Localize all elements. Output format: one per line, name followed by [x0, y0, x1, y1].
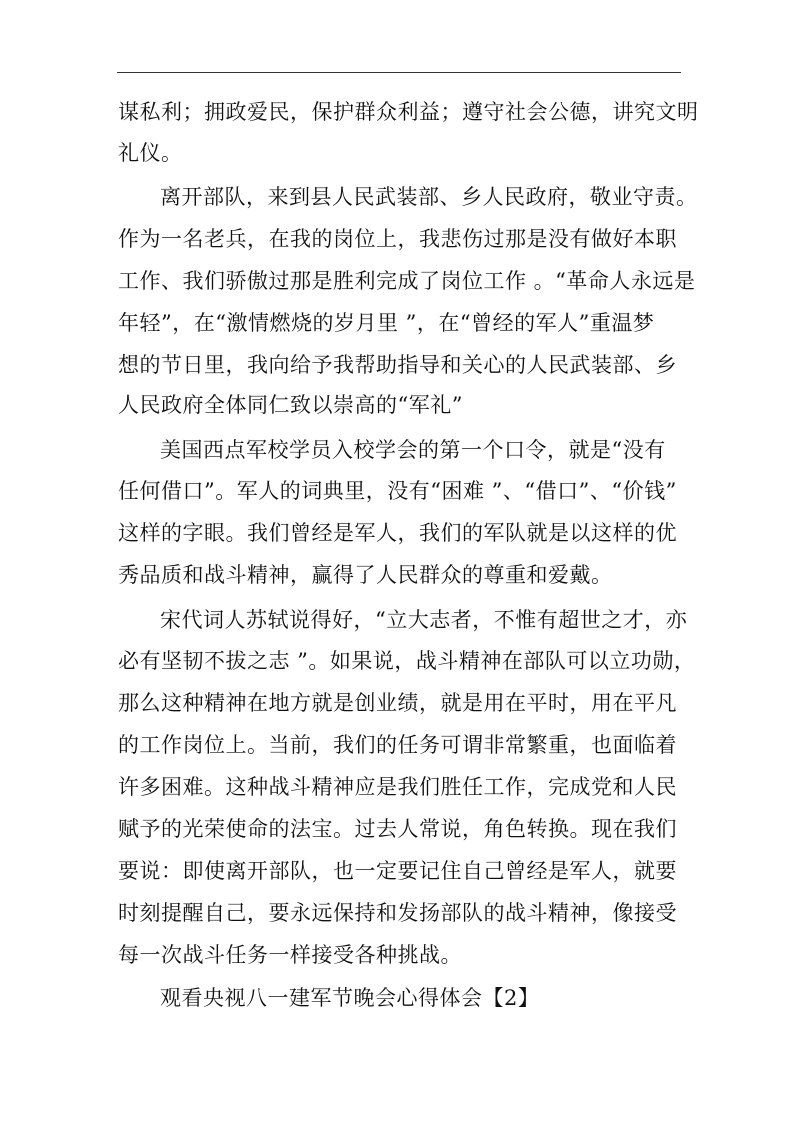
- text-line: 要说：即使离开部队，也一定要记住自己曾经是军人，就要: [118, 859, 677, 883]
- text-line: 的工作岗位上。当前，我们的任务可谓非常繁重，也面临着: [118, 733, 677, 757]
- text-line: 赋予的光荣使命的法宝。过去人常说，角色转换。现在我们: [118, 817, 677, 841]
- header-rule: [117, 72, 681, 73]
- text-line: 必有坚韧不拔之志 ”。如果说，战斗精神在部队可以立功勋，: [118, 649, 696, 673]
- paragraph-first-line: 美国西点军校学员入校学会的第一个口令，就是“没有: [160, 438, 666, 462]
- text-line: 工作、我们骄傲过那是胜利完成了岗位工作 。“革命人永远是: [118, 269, 696, 293]
- text-line: 那么这种精神在地方就是创业绩，就是用在平时，用在平凡: [118, 691, 677, 715]
- text-line: 秀品质和战斗精神，赢得了人民群众的尊重和爱戴。: [118, 563, 613, 587]
- text-line: 想的节日里，我向给予我帮助指导和关心的人民武装部、乡: [118, 353, 677, 377]
- text-line: 人民政府全体同仁致以崇高的“军礼”: [118, 393, 463, 417]
- text-line: 礼仪。: [118, 141, 183, 165]
- text-line: 许多困难。这种战斗精神应是我们胜任工作，完成党和人民: [118, 775, 677, 799]
- text-line: 每一次战斗任务一样接受各种挑战。: [118, 943, 462, 967]
- text-line: 作为一名老兵，在我的岗位上，我悲伤过那是没有做好本职: [118, 227, 677, 251]
- text-line: 年轻”，在“激情燃烧的岁月里 ”，在“曾经的军人”重温梦: [118, 311, 655, 335]
- paragraph-first-line: 离开部队，来到县人民武装部、乡人民政府，敬业守责。: [160, 185, 698, 209]
- text-line: 时刻提醒自己，要永远保持和发扬部队的战斗精神，像接受: [118, 901, 677, 925]
- text-line: 这样的字眼。我们曾经是军人，我们的军队就是以这样的优: [118, 521, 677, 545]
- text-line: 谋私利；拥政爱民，保护群众利益；遵守社会公德，讲究文明: [118, 100, 699, 124]
- text-line: 任何借口”。军人的词典里，没有“困难 ”、“借口”、“价钱”: [118, 479, 677, 503]
- section-heading: 观看央视八一建军节晚会心得体会【2】: [160, 986, 540, 1010]
- paragraph-first-line: 宋代词人苏轼说得好，“立大志者，不惟有超世之才，亦: [160, 608, 688, 632]
